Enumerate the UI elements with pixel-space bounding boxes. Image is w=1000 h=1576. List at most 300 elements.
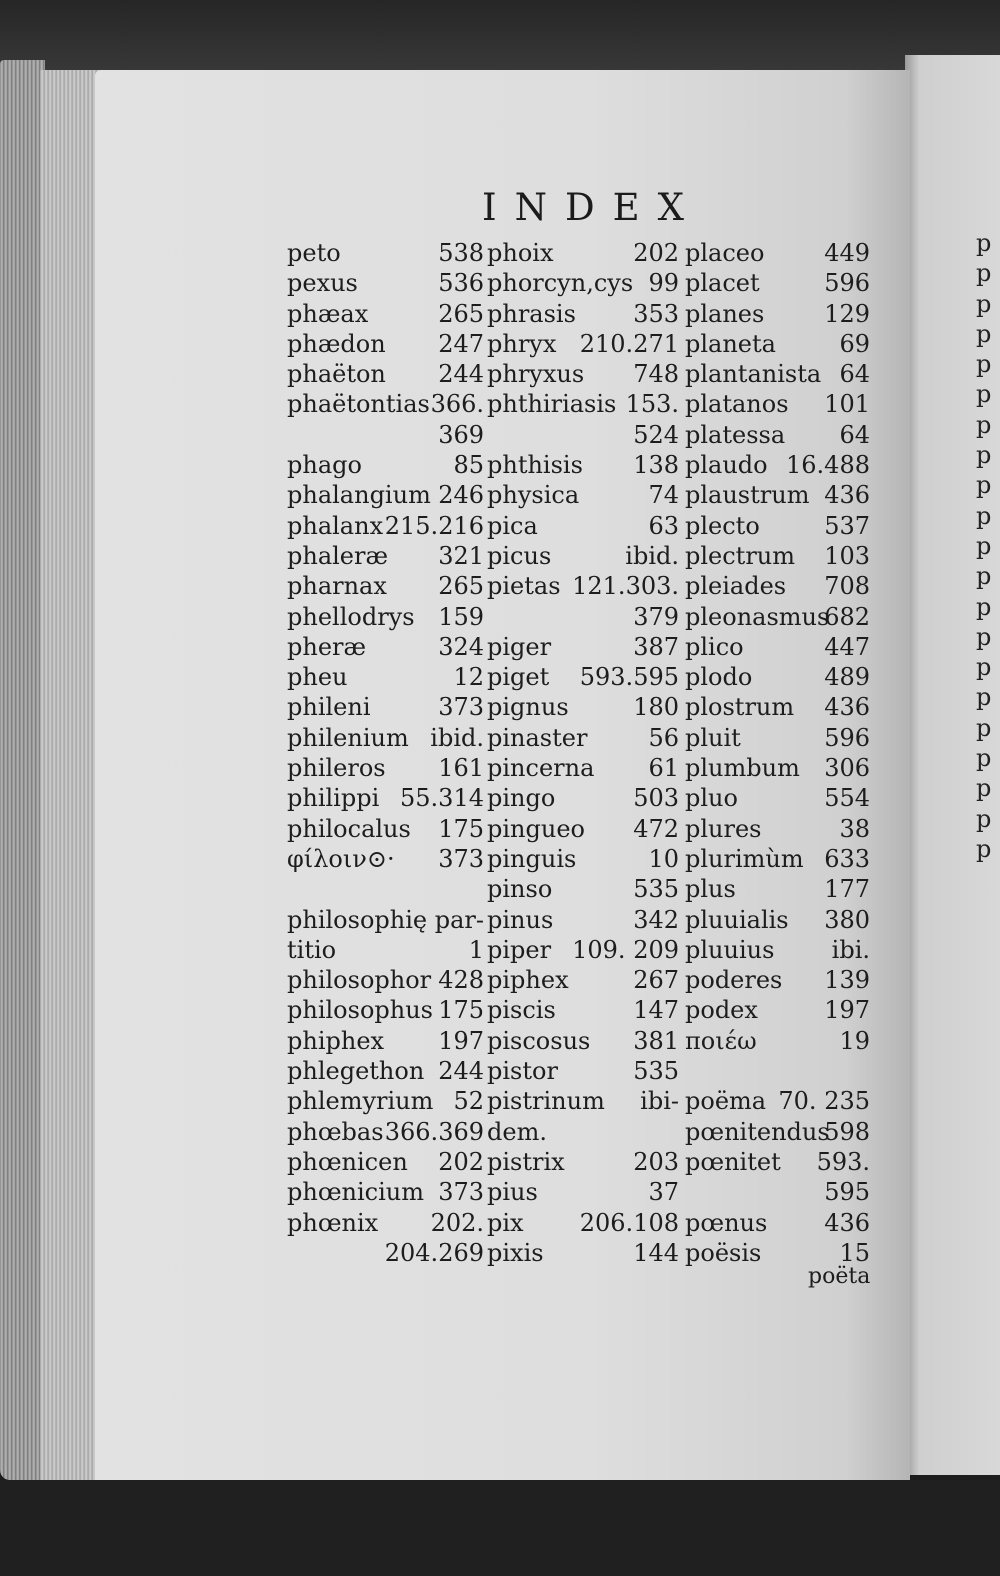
index-entry (685, 692, 870, 722)
index-entry (487, 541, 679, 571)
index-term: phrasis (487, 299, 576, 328)
page-reference: 159 (438, 602, 484, 631)
page-reference: 202 (633, 239, 679, 267)
index-term: pheræ (287, 632, 367, 661)
page-reference: 204.269 (384, 1238, 484, 1267)
index-term: pœnitendus (685, 1117, 830, 1146)
index-term: phorcyn,cys (487, 269, 634, 298)
page-reference: ibid. (625, 541, 679, 570)
index-term: plantanista (685, 360, 822, 389)
index-term: phaëtontias (287, 390, 430, 419)
index-term: titio (287, 935, 337, 964)
index-entry (685, 420, 870, 450)
index-entry (287, 1086, 484, 1116)
index-term: piscis (487, 996, 556, 1025)
index-entry (685, 814, 870, 844)
index-entry (287, 844, 484, 874)
index-entry (287, 511, 484, 541)
page-reference: 138 (633, 451, 679, 480)
index-entry (287, 783, 484, 813)
index-entry (487, 1147, 679, 1177)
page-reference: 436 (824, 693, 870, 722)
index-entry (685, 1086, 870, 1116)
index-entry (685, 299, 870, 329)
index-term: pharnax (287, 572, 387, 601)
page-reference: 436 (824, 1208, 870, 1237)
page-reference: 180 (633, 693, 679, 722)
page-reference: 246 (438, 481, 484, 510)
index-term: piphex (487, 966, 569, 995)
index-term: plecto (685, 511, 760, 540)
page-reference: 503 (633, 784, 679, 813)
index-term: φίλοιν⊙· (287, 844, 395, 873)
index-term: physica (487, 481, 580, 510)
index-entry (287, 692, 484, 722)
page-reference: 99 (648, 269, 679, 298)
page-reference: 85 (453, 451, 484, 480)
index-entry (685, 874, 870, 904)
index-column-1 (287, 238, 484, 1268)
index-entry (287, 1056, 484, 1086)
index-entry (487, 329, 679, 359)
index-entry (487, 1056, 679, 1086)
index-term: phœnicium (287, 1178, 425, 1207)
page-reference: 321 (438, 541, 484, 570)
index-entry (685, 238, 870, 268)
index-term: pexus (287, 269, 358, 298)
index-entry (487, 450, 679, 480)
index-entry (685, 1117, 870, 1147)
index-term: philosophię par- (287, 905, 484, 934)
index-term: phileros (287, 754, 386, 783)
index-term: plodo (685, 663, 753, 692)
page-reference: 535 (633, 875, 679, 904)
page-reference: 19 (839, 1026, 870, 1055)
page-reference: 10 (648, 844, 679, 873)
index-entry (287, 299, 484, 329)
catchword: poëta (808, 1264, 871, 1289)
index-entry (287, 359, 484, 389)
index-entry (685, 935, 870, 965)
index-entry (287, 1026, 484, 1056)
page-reference: 55.314 (400, 784, 484, 813)
page-reference: 161 (438, 754, 484, 783)
page-reference: 144 (633, 1238, 679, 1267)
index-entry (685, 389, 870, 419)
index-entry (685, 450, 870, 480)
index-term: phago (287, 451, 362, 480)
index-term: pleonasmus (685, 602, 830, 631)
index-term: pœnus (685, 1208, 768, 1237)
index-term: pœnitet (685, 1147, 781, 1176)
index-entry (287, 571, 484, 601)
index-entry (487, 935, 679, 965)
index-term: pinso (487, 875, 553, 904)
facing-page-letter: p (976, 562, 992, 591)
index-term: phædon (287, 329, 386, 358)
index-term: piscosus (487, 1026, 591, 1055)
index-term: phlegethon (287, 1057, 425, 1086)
index-entry (685, 268, 870, 298)
index-entry (487, 723, 679, 753)
page-reference: 708 (824, 572, 870, 601)
index-term: pheu (287, 663, 348, 692)
page-reference: 63 (648, 511, 679, 540)
page-reference: 244 (438, 360, 484, 389)
page-reference: 324 (438, 632, 484, 661)
index-entry (685, 480, 870, 510)
index-entry (287, 662, 484, 692)
index-term: planeta (685, 329, 776, 358)
page-reference: 215.216 (384, 511, 484, 540)
index-entry (487, 844, 679, 874)
index-entry (287, 1238, 484, 1268)
page-reference: 593. (816, 1147, 870, 1176)
facing-page-letter: p (976, 804, 992, 833)
page-reference: 265 (438, 299, 484, 328)
index-term: pica (487, 511, 538, 540)
index-term: pluit (685, 723, 741, 752)
index-entry (487, 480, 679, 510)
facing-page-text (976, 228, 991, 864)
index-term: pinus (487, 905, 554, 934)
index-term: phellodrys (287, 602, 415, 631)
page-reference: 197 (438, 1026, 484, 1055)
index-entry (487, 1026, 679, 1056)
facing-page-letter: p (976, 471, 992, 500)
index-term: pingueo (487, 814, 585, 843)
index-entry (487, 238, 679, 268)
page-reference: 369 (438, 420, 484, 449)
index-term: platanos (685, 390, 789, 419)
page-reference: 129 (824, 299, 870, 328)
index-entry (287, 905, 484, 935)
index-entry (287, 753, 484, 783)
index-entry (685, 329, 870, 359)
facing-page-letter: p (976, 319, 992, 348)
page-reference: 593.595 (579, 663, 679, 692)
facing-page-letter: p (976, 229, 992, 257)
facing-page-letter: p (976, 622, 992, 651)
page-reference: 489 (824, 663, 870, 692)
index-term: philocalus (287, 814, 411, 843)
index-term: piper (487, 935, 552, 964)
index-term: plaustrum (685, 481, 810, 510)
index-entry (685, 632, 870, 662)
facing-page-letter: p (976, 713, 992, 742)
page-reference: ibid. (430, 723, 484, 752)
page-reference: 379 (633, 602, 679, 631)
index-term: phalangium (287, 481, 431, 510)
index-term: philippi (287, 784, 380, 813)
index-entry (287, 480, 484, 510)
page-reference: 202. (430, 1208, 484, 1237)
index-term: pix (487, 1208, 524, 1237)
index-entry (487, 632, 679, 662)
index-entry (487, 571, 679, 601)
page-reference: 596 (824, 723, 870, 752)
index-term: phœnicen (287, 1147, 408, 1176)
page-reference: 175 (438, 814, 484, 843)
index-term: poësis (685, 1238, 762, 1267)
index-term: plumbum (685, 754, 800, 783)
page-reference: 101 (824, 390, 870, 419)
facing-page-letter: p (976, 774, 992, 803)
page-reference: 121.303. (572, 572, 679, 601)
index-entry (685, 1208, 870, 1238)
index-term: pignus (487, 693, 569, 722)
page-reference: 244 (438, 1057, 484, 1086)
page-reference: 436 (824, 481, 870, 510)
page-reference: 596 (824, 269, 870, 298)
page-reference: 373 (438, 844, 484, 873)
page-reference: 447 (824, 632, 870, 661)
page-reference: 38 (839, 814, 870, 843)
page-reference: 373 (438, 1178, 484, 1207)
index-term: phthisis (487, 451, 583, 480)
index-term: phryx (487, 329, 557, 358)
page-reference: 682 (824, 602, 870, 631)
page-reference: 633 (824, 844, 870, 873)
page-reference: 210.271 (579, 329, 679, 358)
index-entry (487, 602, 679, 632)
page-reference: 428 (438, 966, 484, 995)
page-reference: 366.369 (384, 1117, 484, 1146)
index-term: phthiriasis (487, 390, 617, 419)
index-entry (685, 1026, 870, 1056)
index-term: pistrinum (487, 1087, 605, 1116)
page-reference: 61 (648, 754, 679, 783)
index-entry (685, 359, 870, 389)
index-entry (487, 420, 679, 450)
facing-page-letter: p (976, 834, 992, 863)
page-reference: 197 (824, 996, 870, 1025)
page-reference: 206.108 (579, 1208, 679, 1237)
index-term: pinaster (487, 723, 588, 752)
index-term: pincerna (487, 754, 595, 783)
page-reference: 366. (430, 390, 484, 419)
index-term: ποιέω (685, 1026, 757, 1055)
index-entry (287, 874, 484, 904)
index-entry (487, 389, 679, 419)
index-entry (287, 632, 484, 662)
index-term: phaleræ (287, 541, 389, 570)
facing-page-letter: p (976, 350, 992, 379)
page-reference: 380 (824, 905, 870, 934)
book-edge (0, 60, 45, 1480)
index-term: pius (487, 1178, 538, 1207)
page-reference: 1 (468, 935, 484, 964)
index-term: placeo (685, 239, 765, 267)
page-reference: 267 (633, 966, 679, 995)
index-entry (287, 995, 484, 1025)
index-term: philosophor (287, 966, 432, 995)
index-term: plures (685, 814, 762, 843)
index-term: platessa (685, 420, 786, 449)
index-entry (685, 662, 870, 692)
index-term: philosophus (287, 996, 433, 1025)
index-term: pluuius (685, 935, 775, 964)
index-entry (487, 511, 679, 541)
facing-page-letter: p (976, 744, 992, 773)
facing-page-letter: p (976, 410, 992, 439)
page-reference: 64 (839, 360, 870, 389)
page-reference: ibi- (640, 1087, 679, 1116)
index-entry (487, 905, 679, 935)
index-term: phaëton (287, 360, 386, 389)
page-reference: 56 (648, 723, 679, 752)
index-term: pinguis (487, 844, 577, 873)
index-term: plaudo (685, 451, 768, 480)
index-term: podex (685, 996, 758, 1025)
index-entry (685, 965, 870, 995)
page-reference: 74 (648, 481, 679, 510)
facing-page-letter: p (976, 501, 992, 530)
index-entry (487, 299, 679, 329)
page-reference: 538 (438, 239, 484, 267)
page-reference: 103 (824, 541, 870, 570)
index-entry (685, 723, 870, 753)
index-term: phœbas (287, 1117, 384, 1146)
page-reference: 52 (453, 1087, 484, 1116)
index-entry (487, 965, 679, 995)
index-entry (487, 1177, 679, 1207)
index-term: pietas (487, 572, 561, 601)
index-term: phæax (287, 299, 369, 328)
page-reference: 12 (453, 663, 484, 692)
index-entry (487, 874, 679, 904)
index-entry (685, 1147, 870, 1177)
page-reference: 554 (824, 784, 870, 813)
index-term: plus (685, 875, 736, 904)
facing-page-letter: p (976, 683, 992, 712)
index-entry (487, 692, 679, 722)
index-term: pleiades (685, 572, 787, 601)
index-entry (685, 844, 870, 874)
page-reference: 247 (438, 329, 484, 358)
index-entry (487, 814, 679, 844)
page-reference: 373 (438, 693, 484, 722)
index-term: picus (487, 541, 552, 570)
index-entry (287, 1147, 484, 1177)
page-reference: 598 (824, 1117, 870, 1146)
facing-page-letter: p (976, 653, 992, 682)
index-term: piger (487, 632, 552, 661)
index-entry (287, 268, 484, 298)
index-term: pluo (685, 784, 738, 813)
page-reference: 306 (824, 754, 870, 783)
page-reference: 15 (839, 1238, 870, 1267)
index-entry (487, 1086, 679, 1116)
index-entry (487, 1117, 679, 1147)
index-entry (287, 450, 484, 480)
index-term: philenium (287, 723, 409, 752)
index-entry (685, 571, 870, 601)
page-reference: 536 (438, 269, 484, 298)
index-term: pluuialis (685, 905, 789, 934)
facing-page-letter: p (976, 380, 992, 409)
index-entry (287, 389, 484, 419)
facing-page-letter: p (976, 259, 992, 288)
index-entry (287, 723, 484, 753)
facing-page-letter: p (976, 592, 992, 621)
index-entry (685, 995, 870, 1025)
page-reference: 177 (824, 875, 870, 904)
page-reference: 69 (839, 329, 870, 358)
index-entry (487, 995, 679, 1025)
index-column-2 (487, 238, 679, 1268)
index-term: plostrum (685, 693, 795, 722)
page-reference: 139 (824, 966, 870, 995)
page-reference: 37 (648, 1178, 679, 1207)
page-reference: 265 (438, 572, 484, 601)
index-entry (685, 541, 870, 571)
index-term: planes (685, 299, 765, 328)
facing-page-letter: p (976, 441, 992, 470)
page-reference: 381 (633, 1026, 679, 1055)
page-reference: 16.488 (786, 451, 870, 480)
page-reference: 535 (633, 1057, 679, 1086)
index-term: phalanx (287, 511, 384, 540)
index-entry (487, 753, 679, 783)
page-reference: 449 (824, 239, 870, 267)
index-term: pingo (487, 784, 556, 813)
index-entry (287, 814, 484, 844)
page-reference: 524 (633, 420, 679, 449)
index-entry (685, 905, 870, 935)
index-term: pixis (487, 1238, 544, 1267)
page-reference: 153. (625, 390, 679, 419)
index-term: phoix (487, 239, 554, 267)
index-entry (287, 420, 484, 450)
index-term: phœnix (287, 1208, 379, 1237)
page-reference: 175 (438, 996, 484, 1025)
index-entry (685, 1177, 870, 1207)
index-entry (287, 541, 484, 571)
page-reference: 537 (824, 511, 870, 540)
index-term: phiphex (287, 1026, 385, 1055)
page-reference: 353 (633, 299, 679, 328)
index-term: piget (487, 663, 550, 692)
index-entry (487, 783, 679, 813)
facing-page-letter: p (976, 531, 992, 560)
index-entry (287, 935, 484, 965)
page-reference: 147 (633, 996, 679, 1025)
index-column-3 (685, 238, 870, 1268)
index-term: poëma (685, 1087, 767, 1116)
index-term: poderes (685, 966, 783, 995)
index-term: phileni (287, 693, 371, 722)
index-entry (685, 753, 870, 783)
page-reference: 70. 235 (778, 1087, 870, 1116)
index-entry (685, 1056, 870, 1086)
page-reference: 109. 209 (572, 935, 679, 964)
index-entry (685, 602, 870, 632)
index-entry (287, 965, 484, 995)
index-term: peto (287, 239, 341, 267)
page-title: INDEX (482, 186, 703, 229)
index-term: placet (685, 269, 760, 298)
index-entry (287, 602, 484, 632)
index-entry (287, 329, 484, 359)
index-term: dem. (487, 1117, 547, 1146)
index-term: phlemyrium (287, 1087, 434, 1116)
page-reference: 64 (839, 420, 870, 449)
index-term: plico (685, 632, 744, 661)
index-term: plectrum (685, 541, 796, 570)
page-reference: 595 (824, 1178, 870, 1207)
index-term: pistor (487, 1057, 558, 1086)
